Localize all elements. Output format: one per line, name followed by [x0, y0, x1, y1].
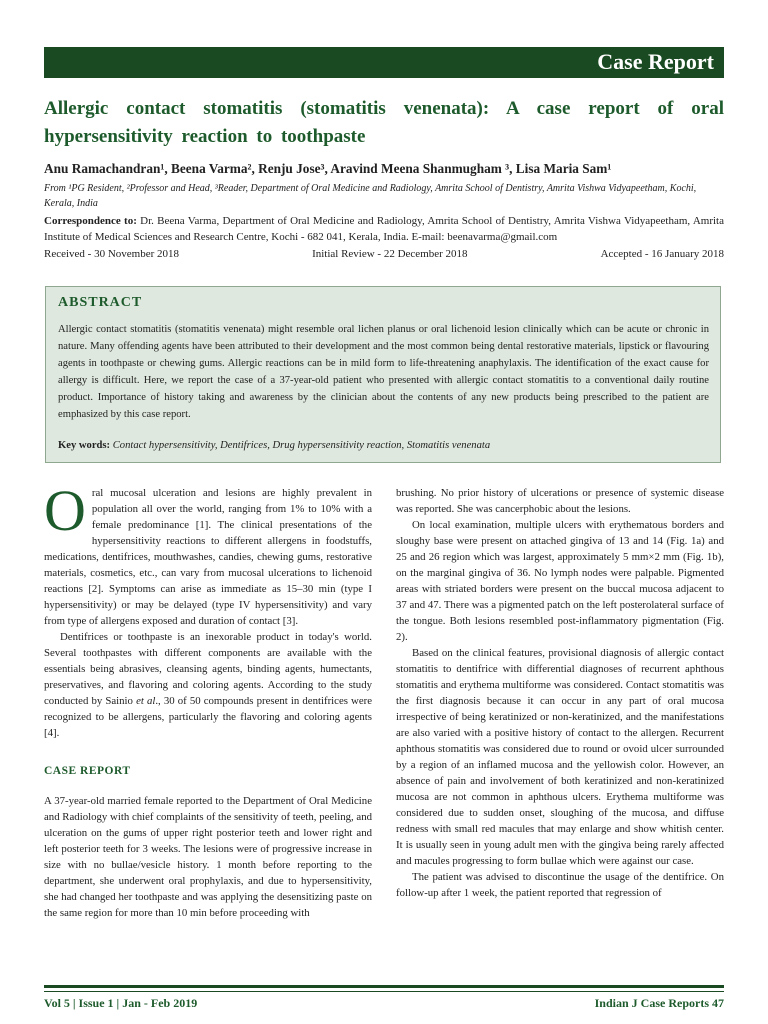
right-paragraph-1: brushing. No prior history of ulcerations or presence of systemic disease was reported. She was cancerphobic about the lesions.	[396, 487, 724, 515]
section-banner	[44, 47, 724, 78]
keywords-text: Contact hypersensitivity, Dentifrices, Drug hypersensitivity reaction, Stomatitis venenata	[110, 440, 491, 451]
footer-rule-thick	[44, 985, 724, 988]
correspondence-label: Correspondence to:	[44, 215, 137, 227]
footer-journal-page: Indian J Case Reports 47	[594, 996, 724, 1010]
abstract-heading: ABSTRACT	[58, 295, 143, 310]
keywords-label: Key words:	[58, 440, 111, 451]
affiliations: From ¹PG Resident, ²Professor and Head, ³Reader, Department of Oral Medicine and Radiology, Amrita School of Dentistry, Amrita Vishwa Vidyapeetham, Kochi, Kerala, India	[44, 183, 697, 209]
drop-cap: O	[44, 478, 86, 543]
abstract-box	[45, 286, 721, 463]
footer-volume: Vol 5 | Issue 1 | Jan - Feb 2019	[44, 996, 198, 1010]
intro-paragraph	[44, 478, 372, 629]
footer-rule-thin	[44, 991, 724, 992]
initial-review-date: Initial Review - 22 December 2018	[312, 248, 468, 260]
case-paragraph-1: A 37-year-old married female reported to the Department of Oral Medicine and Radiology with chief complaints of the sensitivity of teeth, peeling, and ulceration on the gums of upper right posterior teeth and lower right and left posterior teeth for 3 weeks. The lesions were of progressive increase in size with no bullae/vesicle history. 1 month before reporting to the department, she underwent oral prophylaxis, and due to hypersensitivity, she had changed her toothpaste and was applying the desensitizing paste on the same region for more than 10 min before proceeding with	[44, 795, 372, 919]
intro-text: ral mucosal ulceration and lesions are highly prevalent in population all over the world, ranging from 1% to 10% with a female predominance [1]. The clinical presentations of the hypersensitivity reactions to different allergens in foodstuffs, medications, dentifrices, mouthwashes, candies, chewing gums, restorative materials, cosmetics, etc., can vary from mucosal ulcerations to lichenoid reactions [2]. Symptoms can arise as immediate as 15–30 min (type I hypersensitivity) or may be delayed (type IV hypersensitivity) and vary from type of allergens exposed and duration of contact [3].	[44, 487, 372, 627]
accepted-date: Accepted - 16 January 2018	[600, 248, 724, 260]
right-column	[396, 485, 724, 901]
right-paragraph-3: Based on the clinical features, provisional diagnosis of allergic contact stomatitis to dentifrice with differential diagnoses of recurrent aphthous stomatitis and erythema multiforme was considered. Contact stomatitis was the first diagnosis because it can occur in any part of oral mucosa irrespective of being keratinized or non-keratinized, and the manifestations are also varied with a positive history of contact to the allergen. Recurrent aphthous stomatitis was considered due to round or ovoid ulcer surrounded by a region of an inflamed mucosa and the yellowish color. However, an absence of pain and involvement of both keratinized and non-keratinized mucosa are not common in aphthous ulcers. Erythema multiforme was considered due to sudden onset, sloughing of the mucosa, and diffuse redness with small red macules that may enlarge and show whitish center. It is usually seen in young adult men with the gingiva being rarely affected and macules progressing to form bullae which were against our case.	[396, 647, 724, 867]
para2-text-b: ., 30 of 50 compounds present in dentifrices were recognized to be allergens, particularly the flavoring and coloring agents [4].	[44, 695, 373, 739]
paragraph-dentifrices	[44, 629, 372, 741]
right-paragraph-2: On local examination, multiple ulcers with erythematous borders and sloughy base were present on attached gingiva of 13 and 14 (Fig. 1a) and 25 and 26 region which was largest, approximately 5 mm×2 mm (Fig. 1b), on the marginal gingiva of 36. No lymph nodes were palpable. Pigmented areas with striated borders were present on the buccal mucosa adjacent to 37 and 47. There was a pigmented patch on the left posterolateral surface of the tongue. Both lesions resembled post-inflammatory pigmentation (Fig. 2).	[396, 519, 724, 643]
right-paragraph-4: The patient was advised to discontinue the usage of the dentifrice. On follow-up after 1 week, the patient reported that regression of	[396, 871, 724, 899]
article-title: Allergic contact stomatitis (stomatitis venenata): A case report of oral hypersensitivity reaction to toothpaste	[44, 98, 724, 147]
received-date: Received - 30 November 2018	[44, 248, 180, 260]
article-dates	[44, 248, 724, 260]
keywords	[58, 440, 709, 451]
case-report-heading: CASE REPORT	[44, 765, 131, 777]
left-column	[44, 478, 373, 921]
para2-text-a: Dentifrices or toothpaste is an inexorable product in today's world. Several toothpastes with different components are available with the essentials being abrasives, cleansing agents, binding agents, humectants, preservatives, and flavoring and coloring agents. According to the study conducted by Sainio	[44, 631, 372, 707]
correspondence	[44, 213, 724, 245]
et-al: et al	[136, 695, 156, 707]
correspondence-text: Dr. Beena Varma, Department of Oral Medicine and Radiology, Amrita School of Dentistry, Amrita Vishwa Vidyapeetham, Amrita Institute of Medical Sciences and Research Centre, Kochi - 682 041, Kerala, India. E-mail: beenavarma@gmail.com	[44, 215, 724, 243]
author-list: Anu Ramachandran¹, Beena Varma², Renju Jose³, Aravind Meena Shanmugham ³, Lisa Maria Sam¹	[44, 161, 612, 176]
abstract-text: Allergic contact stomatitis (stomatitis venenata) might resemble oral lichen planus or oral lichenoid lesion clinically which can be acute or chronic in nature. Many offending agents have been attributed to their development and the most common being dental restorative materials, lipstick or flavouring agents in toothpaste or chewing gums. Allergic reactions can be in mild form to life-threatening anaphylaxis. The identification of the exact cause for allergy is difficult. Here, we report the case of a 37-year-old patient who presented with allergic contact stomatitis to a conventional daily routine product. Importance of history taking and awareness by the clinician about the contents of any new products being prescribed to the patient are emphasized by this case report.	[58, 324, 709, 420]
banner-label: Case Report	[597, 49, 714, 74]
